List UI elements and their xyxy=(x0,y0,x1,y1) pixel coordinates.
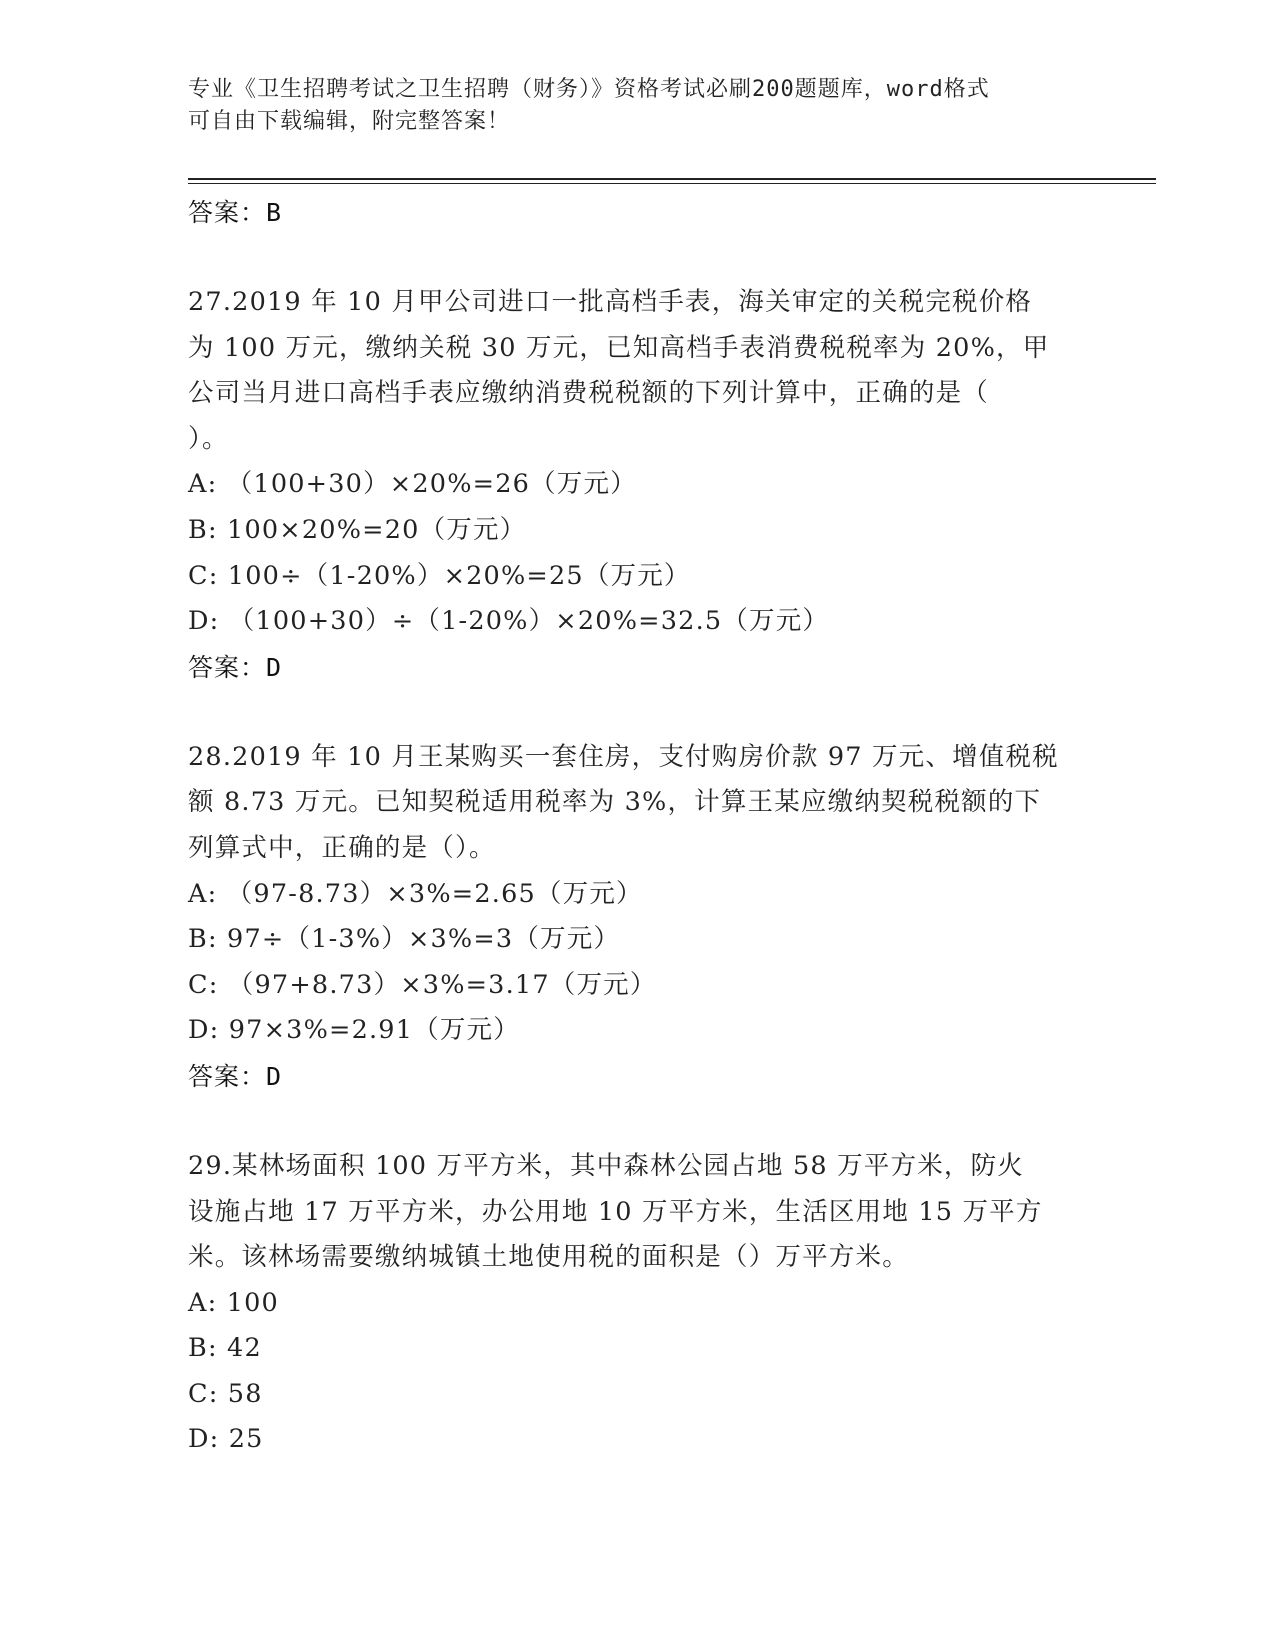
header-line: 可自由下载编辑，附完整答案！ xyxy=(188,109,511,134)
question-29 xyxy=(188,1144,1088,1281)
option-b: B: 42 xyxy=(188,1333,262,1364)
option-b: B: 100×20%=20（万元） xyxy=(188,514,527,545)
header-divider xyxy=(188,183,1156,184)
option-c: C: （97+8.73）×3%=3.17（万元） xyxy=(188,969,657,1000)
question-text-line: 设施占地 17 万平方米，办公用地 10 万平方米，生活区用地 15 万平方 xyxy=(188,1196,1043,1227)
option-d: D: （100+30）÷（1-20%）×20%=32.5（万元） xyxy=(188,606,830,637)
option-d: D: 25 xyxy=(188,1424,264,1455)
question-text-line: 米。该林场需要缴纳城镇土地使用税的面积是（）万平方米。 xyxy=(188,1242,909,1273)
option-c: C: 58 xyxy=(188,1378,263,1409)
header-divider xyxy=(188,178,1156,180)
question-27 xyxy=(188,280,1088,462)
question-list xyxy=(188,190,1088,1463)
question-text-line: 29.某林场面积 100 万平方米，其中森林公园占地 58 万平方米，防火 xyxy=(188,1150,1024,1181)
option-c: C: 100÷（1-20%）×20%=25（万元） xyxy=(188,560,691,591)
option-d: D: 97×3%=2.91（万元） xyxy=(188,1015,520,1046)
question-text-line: 列算式中，正确的是（）。 xyxy=(188,832,496,863)
answer-label: 答案：D xyxy=(188,652,283,682)
question-text-line: 公司当月进口高档手表应缴纳消费税税额的下列计算中，正确的是（ xyxy=(188,378,990,409)
page-header xyxy=(188,74,1068,138)
answer-label: 答案：D xyxy=(188,1061,283,1091)
question-text-line: 27.2019 年 10 月甲公司进口一批高档手表，海关审定的关税完税价格 xyxy=(188,287,1033,317)
option-b: B: 97÷（1-3%）×3%=3（万元） xyxy=(188,924,621,955)
question-text-line: ）。 xyxy=(188,423,229,454)
option-a: A: （100+30）×20%=26（万元） xyxy=(188,469,637,500)
option-a: A: （97-8.73）×3%=2.65（万元） xyxy=(188,878,643,909)
option-a: A: 100 xyxy=(188,1287,279,1318)
answer-label: 答案：B xyxy=(188,198,283,227)
question-text-line: 额 8.73 万元。已知契税适用税率为 3%，计算王某应缴纳契税税额的下 xyxy=(188,787,1042,818)
question-28 xyxy=(188,735,1088,872)
question-text-line: 28.2019 年 10 月王某购买一套住房，支付购房价款 97 万元、增值税税 xyxy=(188,741,1059,772)
question-text-line: 为 100 万元，缴纳关税 30 万元，已知高档手表消费税税率为 20%，甲 xyxy=(188,332,1050,363)
header-line: 专业《卫生招聘考试之卫生招聘（财务）》资格考试必刷200题题库，word格式 xyxy=(188,77,990,102)
